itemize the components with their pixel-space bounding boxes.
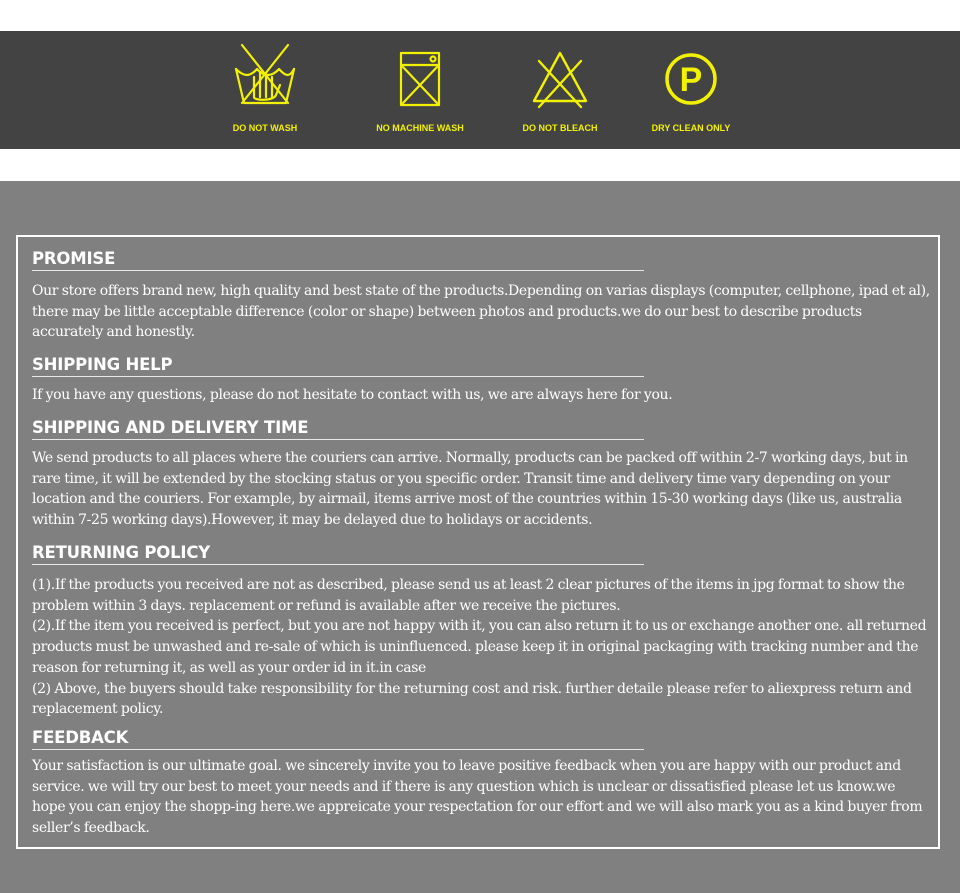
- section-paragraph: We send products to all places where the couriers can arrive. Normally, products can be packed off within 2-7 working days, but in rare time, it will be extended by the stocking status or you specific order. Transit time and delivery time vary depending on your location and the couriers. For example, by airmail, items arrive most of the countries within 15-30 working days (like us, australia within 7-25 working days).However, it may be delayed due to holidays or accidents.: [32, 450, 908, 529]
- section-title: RETURNING POLICY: [32, 543, 644, 565]
- dry-clean-only-icon: [656, 43, 726, 109]
- care-label: DRY CLEAN ONLY: [651, 123, 731, 133]
- do-not-bleach-icon: [525, 43, 595, 109]
- section-title: SHIPPING AND DELIVERY TIME: [32, 418, 644, 440]
- care-label: NO MACHINE WASH: [376, 123, 464, 133]
- policy-panel: [16, 235, 940, 849]
- policy-area: [0, 181, 960, 893]
- section-paragraph: (1).If the products you received are not as described, please send us at least 2 clear pictures of the items in jpg format to show the problem within 3 days. replacement or refund is available after we receive the pictures.: [32, 577, 905, 614]
- section-paragraph: Our store offers brand new, high quality and best state of the products.Depending on varias displays (computer, cellphone, ipad et al), there may be little acceptable difference (color or shape) between photos and products.we do our best to describe products accurately and honestly.: [32, 283, 930, 341]
- care-label: DO NOT WASH: [232, 123, 298, 133]
- section-shipping-delivery: [32, 418, 932, 531]
- care-item-do-not-wash: [205, 31, 325, 133]
- care-item-no-machine-wash: [360, 31, 480, 133]
- section-paragraph: (2) Above, the buyers should take responsibility for the returning cost and risk. further detaile please refer to aliexpress return and replacement policy.: [32, 680, 912, 718]
- section-paragraph: (2).If the item you received is perfect, but you are not happy with it, you can also return it to us or exchange another one. all returned products must be unwashed and re-sale of which is uninfluenced. please keep it in original packaging with tracking number and the reason for returning it, as well as your order id in it.in case: [32, 618, 927, 676]
- section-body: [32, 385, 932, 406]
- section-title: FEEDBACK: [32, 728, 644, 750]
- no-machine-wash-icon: [385, 43, 455, 109]
- care-item-do-not-bleach: [500, 31, 620, 133]
- care-item-dry-clean-only: [631, 31, 751, 133]
- section-body: [32, 575, 932, 720]
- section-paragraph: Your satisfaction is our ultimate goal. we sincerely invite you to leave positive feedback when you are happy with our product and service. we will try our best to meet your needs and if there is any question which is unclear or dissatisfied please let us know.we hope you can enjoy the shopp-ing here.we appreicate your respectation for our effort and we will also mark you as a kind buyer from seller’s feedback.: [32, 758, 923, 837]
- section-feedback: [32, 728, 932, 839]
- section-title: SHIPPING HELP: [32, 355, 644, 377]
- section-promise: [32, 249, 932, 343]
- section-body: [32, 756, 932, 839]
- section-title: PROMISE: [32, 249, 644, 271]
- care-label: DO NOT BLEACH: [522, 123, 598, 133]
- section-paragraph: If you have any questions, please do not hesitate to contact with us, we are always here for you.: [32, 387, 673, 403]
- section-returning-policy: [32, 543, 932, 720]
- section-body: [32, 281, 932, 343]
- section-body: [32, 448, 932, 531]
- do-not-wash-icon: [230, 43, 300, 109]
- care-instructions-band: [0, 31, 960, 149]
- dry-clean-glyph: P: [679, 61, 703, 99]
- section-shipping-help: [32, 355, 932, 406]
